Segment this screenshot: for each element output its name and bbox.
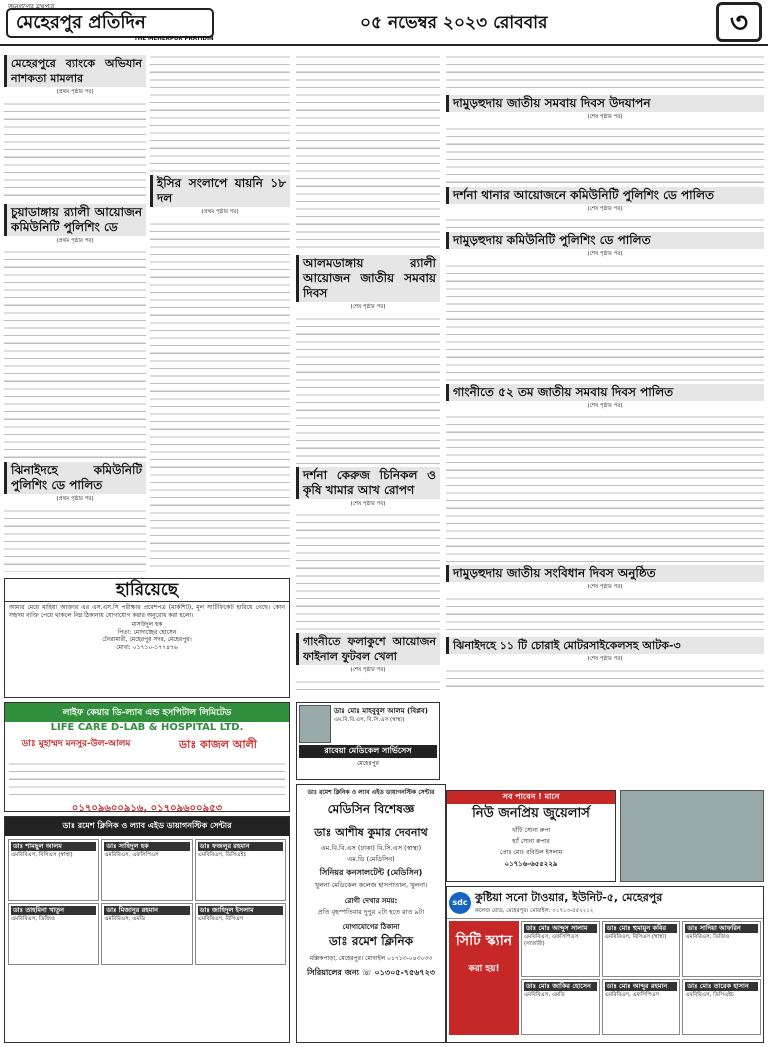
article-a12-source: (শেষ পৃষ্ঠার পর) bbox=[587, 251, 623, 258]
article-a13-source: (শেষ পৃষ্ঠার পর) bbox=[587, 402, 623, 409]
article-a7-body bbox=[296, 677, 440, 692]
dateline: ০৫ নভেম্বর ২০২৩ রোববার bbox=[360, 13, 548, 33]
sono-tower-ad bbox=[446, 886, 764, 1043]
article-a11-source: (শেষ পৃষ্ঠার পর) bbox=[587, 205, 623, 212]
lost-notice bbox=[4, 578, 290, 698]
article-a3-source: (প্রথম পৃষ্ঠার পর) bbox=[56, 496, 94, 503]
rabeya-doctor: ডাঃ মোঃ মাহবুবুল আলম (বিপ্লব) bbox=[334, 707, 428, 715]
lost-notice-signer: মাসউদুল হক bbox=[131, 621, 163, 629]
article-a2-source: (প্রথম পৃষ্ঠার পর) bbox=[56, 237, 94, 244]
newspaper-logo: মেহেরপুর প্রতিদিন bbox=[6, 8, 214, 38]
doctor-card-info: এমবিবিএস, ডিসিএইচ bbox=[197, 852, 247, 858]
sono-card-name: ডাঃ সাদিয়া আফরিন bbox=[685, 924, 758, 933]
lifecare-doctor-1: ডাঃ মুহাম্মদ মনসুর-উল-আলম bbox=[21, 739, 131, 749]
sono-card bbox=[682, 979, 761, 1035]
headline-a5: আলমডাঙ্গায় র‍্যালী আয়োজন জাতীয় সমবায় দিবস bbox=[296, 255, 440, 302]
ramesh-contact-label: যোগাযোগের ঠিকানা bbox=[342, 923, 400, 931]
headline-a13: গাংনীতে ৫২ তম জাতীয় সমবায় দিবস পালিত bbox=[446, 384, 764, 401]
lifecare-ad-title-en: LIFE CARE D-LAB & HOSPITAL LTD. bbox=[50, 722, 244, 733]
sono-card bbox=[521, 921, 600, 977]
masthead bbox=[0, 0, 768, 46]
ramesh-schedule-label: রোগী দেখার সময়: bbox=[344, 897, 398, 905]
jewellers-phone: ০১৭১৬-৬৫৫২২৯ bbox=[504, 860, 558, 868]
jewellers-proprietor: প্রোঃ মোঃ রবিউল ইসলাম bbox=[499, 849, 563, 856]
column-4 bbox=[446, 52, 764, 692]
lifecare-ad bbox=[4, 702, 290, 812]
doctor-card bbox=[8, 839, 99, 901]
lifecare-doctor-2: ডাঃ কাজল আলী bbox=[179, 738, 257, 751]
jewellers-line-2: হ্যাঁ সোনা রুপার bbox=[512, 838, 550, 845]
doctor-card-name: ডাঃ সাহিদুল হক bbox=[104, 842, 189, 851]
lifecare-ad-details bbox=[9, 759, 285, 797]
sono-card-name: ডাঃ মোঃ আব্দুর রহমান bbox=[605, 982, 678, 991]
rabeya-ad bbox=[296, 702, 440, 780]
article-a14-source: (শেষ পৃষ্ঠার পর) bbox=[587, 584, 623, 591]
sono-card-name: ডাঃ মোঃ আব্দুস সালাম bbox=[524, 924, 597, 933]
article-a12-body bbox=[446, 261, 764, 381]
doctor-card-info: এমবিবিএস, এফসিপিএস bbox=[104, 852, 159, 858]
doctor-card bbox=[195, 903, 286, 965]
rabeya-clinic: রাবেয়া মেডিকেল সার্ভিসেস bbox=[299, 745, 437, 758]
doctor-card-name: ডাঃ ফজলুর রহমান bbox=[198, 842, 283, 851]
article-a2-body bbox=[4, 247, 146, 459]
sono-card bbox=[521, 979, 600, 1035]
jewellers-tag: সব পাবেন ! মানে bbox=[447, 791, 615, 804]
rabeya-degree: এম.বি.বি.এস, বি.সি.এস (স্বাস্থ্য) bbox=[334, 717, 405, 723]
sono-card bbox=[602, 921, 681, 977]
ramesh-schedule: প্রতি বৃহস্পতিবার দুপুর ২টা হতে রাত ৯টা bbox=[317, 908, 425, 916]
lifecare-ad-title: লাইফ কেয়ার ডি-ল্যাব এন্ড হসপিটাল লিমিটেড bbox=[5, 703, 289, 722]
sono-card bbox=[602, 979, 681, 1035]
rabeya-doctor-photo bbox=[299, 705, 331, 743]
article-a15-source: (শেষ পৃষ্ঠার পর) bbox=[587, 655, 623, 662]
jewellers-ad bbox=[446, 790, 616, 882]
article-a5-source: (শেষ পৃষ্ঠার পর) bbox=[350, 304, 386, 310]
tagline: জনগণের মুখপত্র bbox=[8, 3, 55, 11]
article-a11-body bbox=[446, 215, 764, 229]
ct-scan-sub: করা হয়! bbox=[468, 964, 500, 974]
ramesh-doctors-ad bbox=[4, 816, 290, 1043]
article-a3-body bbox=[4, 506, 146, 572]
column-1 bbox=[4, 52, 146, 572]
article-a10-source: (শেষ পৃষ্ঠার পর) bbox=[587, 114, 623, 120]
article-a1-body bbox=[4, 99, 146, 201]
doctor-card bbox=[8, 903, 99, 965]
headline-a3: ঝিনাইদহে কমিউনিটি পুলিশিং ডে পালিত bbox=[4, 462, 146, 494]
sono-card-name: ডাঃ মোঃ হুমায়ুন কবির bbox=[605, 924, 678, 933]
lost-notice-father: পিতা: মোদাচ্ছের হোসেন bbox=[117, 628, 177, 636]
jewellers-photo bbox=[620, 790, 764, 882]
doctor-card-name: ডাঃ তাহমিনা খাতুন bbox=[11, 906, 96, 915]
lifecare-phone: ০১৭০৯৬০০৯১৬, ০১৭০৯৬০০৯৫৩ bbox=[71, 803, 223, 814]
ramesh-post: সিনিয়র কনসালটেন্ট (মেডিসিন) bbox=[319, 868, 423, 877]
article-col2-top-body bbox=[150, 52, 290, 172]
headline-a15: ঝিনাইদহে ১১ টি চোরাই মোটরসাইকেলসহ আটক-৩ bbox=[446, 637, 764, 654]
ramesh-hospital: খুলনা মেডিকেল কলেজ হাসপাতাল, খুলনা। bbox=[314, 881, 428, 889]
sono-card-info: এমবিবিএস, এফসিপিএস (সার্জারী) bbox=[524, 934, 579, 947]
article-a6-source: (শেষ পৃষ্ঠার পর) bbox=[350, 500, 386, 507]
headline-a11: দর্শনা থানার আয়োজনে কমিউনিটি পুলিশিং ডে পালিত bbox=[446, 187, 764, 204]
sono-card-info: এমবিবিএস, ডিসিএইচ bbox=[685, 992, 734, 998]
ct-scan-banner bbox=[449, 921, 519, 1035]
ramesh-degree-1: এম.বি.বি.এস (ঢাকা) বি.সি.এস (স্বাস্থ্য) bbox=[320, 844, 422, 852]
doctor-card-name: ডাঃ শামছুল আলম bbox=[11, 842, 96, 851]
ramesh-doctor: ডাঃ আশীষ কুমার দেবনাথ bbox=[314, 826, 428, 839]
ct-scan-text: সিটি স্ক্যান bbox=[455, 933, 513, 949]
doctor-card bbox=[101, 903, 192, 965]
sono-card-name: ডাঃ মোঃ তারেক হাসান bbox=[685, 982, 758, 991]
doctor-card-info: এমবিবিএস, ডিজিও bbox=[11, 916, 55, 922]
article-a10-body bbox=[446, 124, 764, 184]
sono-card-info: এমবিবিএস, ডিজিও bbox=[685, 934, 730, 940]
page-number: ৩ bbox=[716, 2, 762, 42]
sono-card-info: এমবিবিএস, এফসিপিএস bbox=[604, 992, 660, 998]
article-a6-body bbox=[296, 510, 440, 630]
headline-a10: দামুড়হুদায় জাতীয় সমবায় দিবস উদযাপন bbox=[446, 95, 764, 112]
ramesh-serial: সিরিয়ালের জন্য ☏ ০১৩০৫-৭৫৬৭২৩ bbox=[307, 968, 435, 977]
jewellers-name: নিউ জনপ্রিয় জুয়েলার্স bbox=[472, 806, 590, 821]
sono-card-info: এমবিবিএস, এমডি bbox=[524, 992, 565, 998]
column-3 bbox=[296, 52, 440, 692]
sono-card-name: ডাঃ মোঃ জাকির হোসেন bbox=[524, 982, 597, 991]
ramesh-address: মল্লিকপাড়া, মেহেরপুর। মোবাইল ০১৭১৩-০৪৩০৩৩ bbox=[309, 955, 433, 962]
doctor-card-name: ডাঃ মিজানুর রহমান bbox=[104, 906, 189, 915]
ramesh-header: ডাঃ রমেশ ক্লিনিক ও ল্যাব এইড ডায়াগনস্টিক সেন্টার bbox=[307, 789, 435, 796]
column-2 bbox=[150, 52, 290, 572]
ramesh-degree-2: এম.ডি (মেডিসিন) bbox=[347, 855, 395, 863]
headline-a14: দামুড়হুদায় জাতীয় সংবিধান দিবস অনুষ্ঠিত bbox=[446, 565, 764, 582]
ramesh-medicine-ad bbox=[296, 784, 446, 1043]
article-a4-body bbox=[150, 219, 290, 572]
rabeya-address: মেহেরপুর bbox=[356, 760, 379, 767]
article-a15-body bbox=[446, 666, 764, 692]
article-a13-body bbox=[446, 412, 764, 562]
lost-notice-text: আমার মেয়ে মাহিয়া আক্তার এর এস.এস.সি পরীক্ষার প্রবেশপত্র (মার্কশিট), মূল সার্টিফিকেট হারিয়ে গেছে। কোন সহৃদয় ব্যক্তি পেয়ে থাকলে নিম্ন ঠিকানায় যোগাযোগ করার অনুরোধ করা হলো। bbox=[9, 604, 285, 619]
doctor-card-info: এমবিবিএস, বিসিএস bbox=[197, 916, 244, 922]
lost-notice-phone: মোবা: ০১৭১০-১৭৭৪৭৬ bbox=[116, 643, 178, 651]
ramesh-specialty: মেডিসিন বিশেষজ্ঞ bbox=[327, 802, 415, 816]
lost-notice-title: হারিয়েছে bbox=[5, 579, 289, 602]
headline-a7: গাংনীতে ফলাকুশে আয়োজন ফাইনাল ফুটবল খেলা bbox=[296, 633, 440, 665]
sono-card-info: এমবিবিএস, বিসিএস (স্বাস্থ্য) bbox=[604, 934, 667, 940]
headline-a2: চুয়াডাঙ্গায় র‍্যালী আয়োজন কমিউনিটি পুলিশিং ডে bbox=[4, 204, 146, 236]
sono-title: কুষ্টিয়া সনো টাওয়ার, ইউনিট-৫, মেহেরপুর bbox=[475, 891, 663, 904]
lost-notice-address: টেংরামারী, মেহেরপুর সদর, মেহেরপুর। bbox=[102, 636, 192, 644]
headline-a12: দামুড়হুদায় কমিউনিটি পুলিশিং ডে পালিত bbox=[446, 232, 764, 249]
headline-a1: মেহেরপুরে ব্যাংকে অভিযান নাশকতা মামলার bbox=[4, 55, 146, 87]
headline-a6: দর্শনা কেরুজ চিনিকল ও কৃষি খামার আখ রোপণ bbox=[296, 467, 440, 499]
doctor-card bbox=[101, 839, 192, 901]
article-a5-body bbox=[296, 314, 440, 464]
headline-a4: ইসির সংলাপে যায়নি ১৮ দল bbox=[150, 175, 290, 207]
article-a7-source: (শেষ পৃষ্ঠার পর) bbox=[350, 667, 386, 674]
doctor-card-name: ডাঃ জাহিদুল ইসলাম bbox=[198, 906, 283, 915]
ramesh-clinic: ডাঃ রমেশ ক্লিনিক bbox=[328, 934, 414, 948]
article-a14-body bbox=[446, 594, 764, 634]
sono-address: কলেজ রোড, মেহেরপুর। মোবাইল: ০১৭১৩-৫৫২২১২ bbox=[475, 908, 594, 914]
sono-logo: sdc bbox=[449, 892, 471, 914]
article-col3-top-body bbox=[296, 52, 440, 252]
doctor-card bbox=[195, 839, 286, 901]
article-a4-source: (প্রথম পৃষ্ঠার পর) bbox=[201, 209, 239, 215]
doctor-card-info: এমবিবিএস, বিসিএস (স্বাস্থ্য) bbox=[11, 852, 73, 858]
doctor-card-info: এমবিবিএস, এমডি bbox=[104, 916, 146, 922]
doctor-card-grid bbox=[5, 836, 289, 968]
newspaper-logo-subtitle: THE MEHERPUR PRATIDIN bbox=[134, 36, 214, 42]
article-col4-top-body bbox=[446, 52, 764, 92]
article-a1-source: (প্রথম পৃষ্ঠার পর) bbox=[56, 89, 94, 95]
jewellers-line-1: খাঁটি সোনা রুপা bbox=[511, 827, 551, 834]
ramesh-doctors-banner: ডাঃ রমেশ ক্লিনিক ও ল্যাব এইড ডায়াগনস্টিক সেন্টার bbox=[5, 817, 289, 836]
sono-doctor-grid bbox=[519, 921, 761, 1035]
sono-card bbox=[682, 921, 761, 977]
